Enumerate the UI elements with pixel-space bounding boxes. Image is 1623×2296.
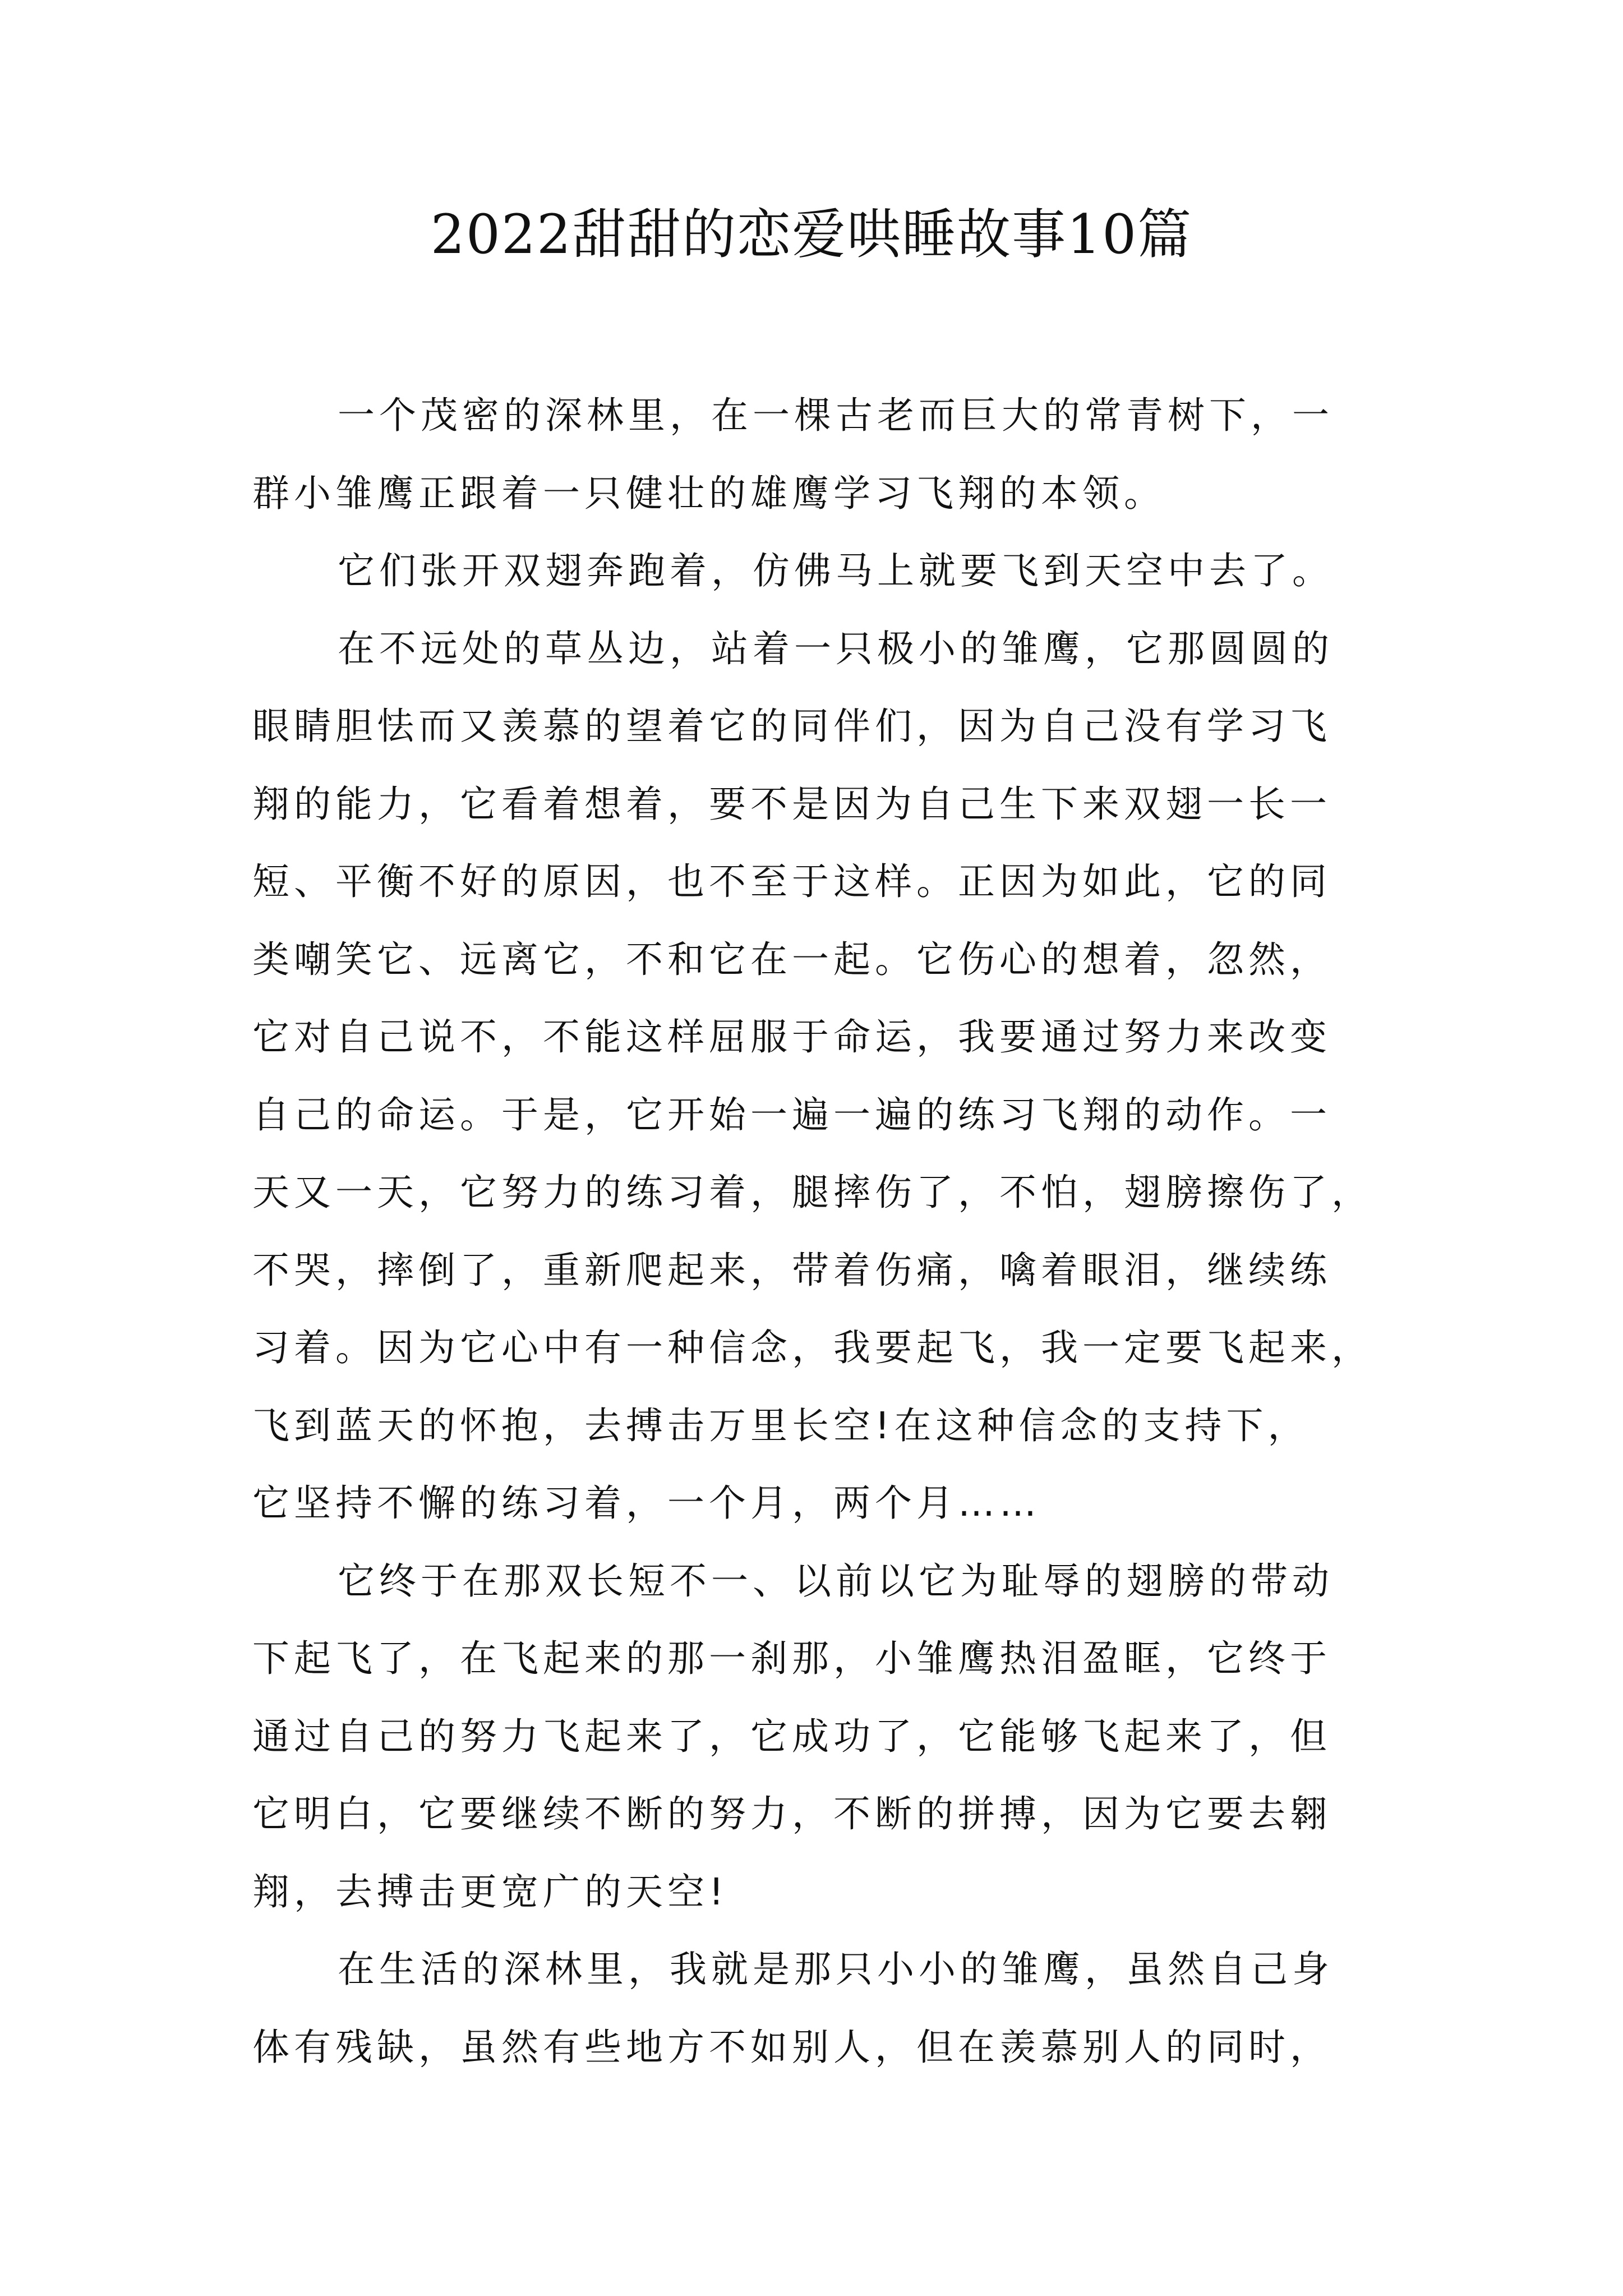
text-line: 它们张开双翅奔跑着，仿佛马上就要飞到天空中去了。 <box>338 549 1334 592</box>
text-line: 通过自己的努力飞起来了，它成功了，它能够飞起来了，但 <box>252 1714 1331 1758</box>
paragraph <box>252 532 1385 610</box>
text-line: 一个茂密的深林里，在一棵古老而巨大的常青树下，一 <box>338 394 1334 437</box>
text-line: 类嘲笑它、远离它，不和它在一起。它伤心的想着，忽然， <box>252 937 1331 981</box>
paragraph <box>252 610 1385 1543</box>
text-line: 它对自己说不，不能这样屈服于命运，我要通过努力来改变 <box>252 1015 1331 1059</box>
text-line: 翔的能力，它看着想着，要不是因为自己生下来双翅一长一 <box>252 782 1331 826</box>
text-line: 群小雏鹰正跟着一只健壮的雄鹰学习飞翔的本领。 <box>252 471 1165 515</box>
text-line: 它坚持不懈的练习着，一个月，两个月…… <box>252 1481 1041 1525</box>
text-line: 在不远处的草丛边，站着一只极小的雏鹰，它那圆圆的 <box>338 627 1334 670</box>
text-line: 翔，去搏击更宽广的天空! <box>252 1870 728 1913</box>
page-title: 2022甜甜的恋爱哄睡故事10篇 <box>430 203 1193 266</box>
text-line: 自己的命运。于是，它开始一遍一遍的练习飞翔的动作。一 <box>252 1093 1331 1137</box>
text-line: 下起飞了，在飞起来的那一刹那，小雏鹰热泪盈眶，它终于 <box>252 1637 1331 1680</box>
text-line: 它明白，它要继续不断的努力，不断的拼搏，因为它要去翱 <box>252 1792 1331 1835</box>
text-line: 飞到蓝天的怀抱，去搏击万里长空!在这种信念的支持下， <box>252 1404 1310 1447</box>
text-line: 不哭，摔倒了，重新爬起来，带着伤痛，噙着眼泪，继续练 <box>252 1248 1331 1292</box>
text-line: 眼睛胆怯而又羡慕的望着它的同伴们，因为自己没有学习飞 <box>252 705 1331 748</box>
paragraph <box>252 1931 1385 2086</box>
text-line: 体有残缺，虽然有些地方不如别人，但在羡慕别人的同时， <box>252 2025 1331 2069</box>
text-line: 在生活的深林里，我就是那只小小的雏鹰，虽然自己身 <box>338 1948 1334 1991</box>
text-line: 短、平衡不好的原因，也不至于这样。正因为如此，它的同 <box>252 860 1331 903</box>
document-body <box>252 377 1385 2086</box>
paragraph <box>252 377 1385 532</box>
paragraph <box>252 1543 1385 1931</box>
text-line: 它终于在那双长短不一、以前以它为耻辱的翅膀的带动 <box>338 1559 1334 1603</box>
text-line: 习着。因为它心中有一种信念，我要起飞，我一定要飞起来， <box>252 1326 1373 1369</box>
text-line: 天又一天，它努力的练习着，腿摔伤了，不怕，翅膀擦伤了， <box>252 1171 1373 1214</box>
